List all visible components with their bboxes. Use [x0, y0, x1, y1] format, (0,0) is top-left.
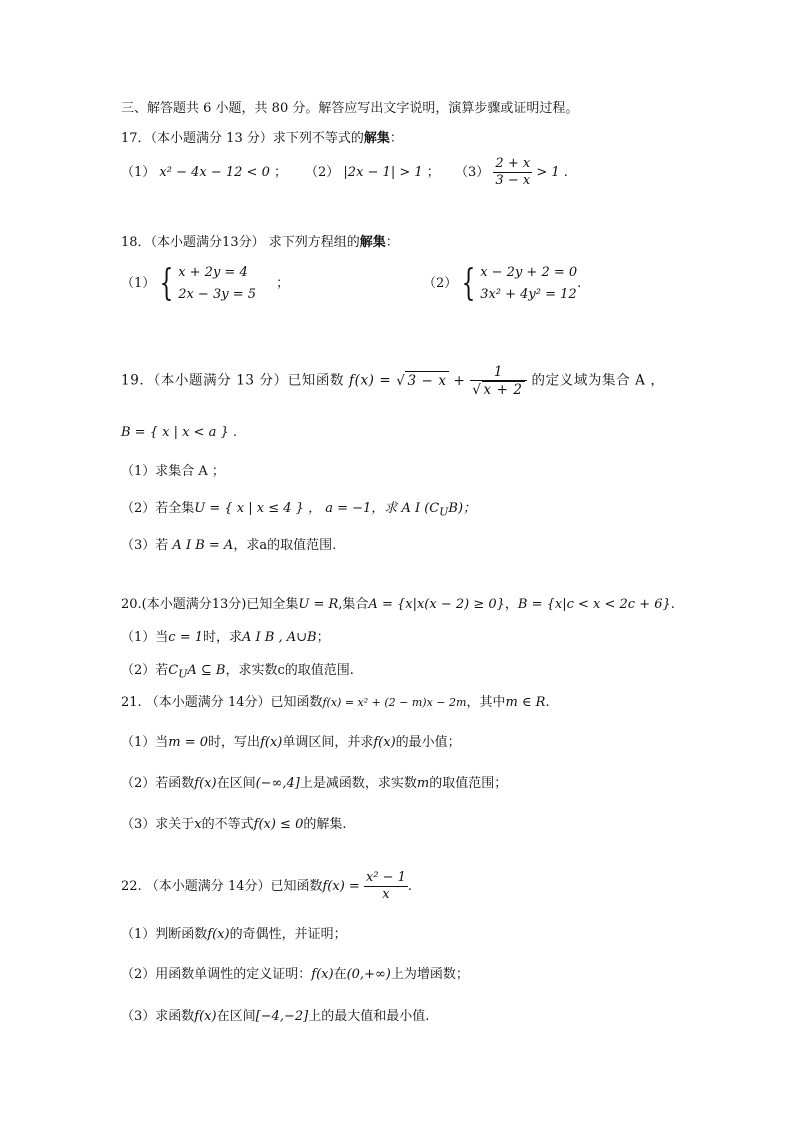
q17-title-bold: 解集	[363, 131, 390, 146]
q20-part2	[121, 662, 354, 684]
q19-p2-u: U = { x | x ≤ 4 } ，	[194, 501, 322, 516]
q18-p1-system	[178, 262, 256, 306]
q17-part1	[121, 164, 287, 182]
q19-p2-expr-tail: B)；	[448, 501, 477, 516]
q20-u-expr: U = R	[298, 597, 339, 612]
q20-p2-tail: ，求实数c的取值范围.	[225, 663, 354, 678]
q19-title-prefix: 19．（本小题满分 13 分）已知函数	[121, 372, 345, 389]
q18-title-prefix: 18．（本小题满分13分） 求下列方程组的	[121, 235, 360, 250]
q17-p2-end: ；	[426, 165, 440, 180]
q22-p3-int: [−4,−2]	[255, 1009, 309, 1024]
q17-p3-num: 2 + x	[495, 156, 531, 171]
q20-b-expr: B = {x|c < x < 2c + 6}	[517, 597, 671, 612]
q21-end: .	[545, 695, 550, 710]
q19-p2-expr-main: A I (C	[401, 501, 440, 516]
q19-p2-prefix: （2）若全集	[121, 501, 195, 516]
q21-part2	[121, 775, 507, 793]
q17-p1-expr: x² − 4x − 12 < 0	[159, 165, 270, 180]
q21-func: f(x) = x² + (2 − m)x − 2m	[322, 696, 467, 709]
q21-p2-prefix: （2）若函数	[121, 776, 195, 791]
q21-p2-m: m	[416, 776, 430, 791]
q20-p2-rest: A ⊆ B	[187, 663, 226, 678]
q22-title-prefix: 22. （本小题满分 14分）已知函数	[121, 879, 323, 894]
q19-frac-den-body: x + 2	[483, 382, 523, 398]
q20-p1-mid: 时，求	[203, 630, 243, 645]
q19-func-sqrt-body: 3 − x	[407, 372, 447, 389]
q21-p1-f: f(x)	[260, 735, 283, 750]
q18-p1-end: ；	[276, 276, 290, 291]
q17-p2-expr: |2x − 1| > 1	[343, 165, 423, 180]
q22-p2-f: f(x)	[311, 967, 334, 982]
q19-p2-expr-sub: U	[439, 505, 449, 519]
q21-p3-x: x	[194, 817, 202, 832]
q19-set-b: B = { x | x < a } .	[121, 425, 237, 440]
q22-p3-f: f(x)	[194, 1009, 217, 1024]
q17-p3-den: 3 − x	[495, 173, 531, 188]
q21-cond: m ∈ R	[505, 695, 546, 710]
q17-p2-label: （2）	[305, 165, 340, 180]
q19-func-lhs: f(x) =	[349, 372, 392, 389]
q18-p2-end: .	[577, 276, 582, 291]
q17-p3-label: （3）	[455, 165, 490, 180]
q22-p2-mid: 在	[333, 967, 347, 982]
q22-fraction	[364, 870, 408, 903]
q18-title-suffix: ：	[385, 235, 399, 250]
q19-title-suffix: 的定义域为集合 A ，	[531, 372, 665, 389]
q17-part2	[305, 164, 440, 182]
q18-title-bold: 解集	[359, 235, 386, 250]
q22-p2-tail: 上为增函数；	[390, 967, 469, 982]
q22-p3-mid: 在区间	[216, 1009, 256, 1024]
q20-comma: ，	[504, 597, 518, 612]
q17-title-prefix: 17．（本小题满分 13 分）求下列不等式的	[121, 131, 364, 146]
q20-p1-end: ；	[316, 630, 330, 645]
q18-p2-row2: 3x² + 4y² = 12	[480, 287, 577, 302]
section-header: 三、解答题共 6 小题，共 80 分。解答应写出文字说明，演算步骤或证明过程。	[121, 101, 579, 116]
q21-p3-mid: 的不等式	[201, 817, 254, 832]
q21-p3-tail: 的解集.	[303, 817, 347, 832]
q17-p3-fraction	[493, 156, 532, 189]
q22-p1-f: f(x)	[207, 927, 230, 942]
q21-p1-cond: m = 0	[168, 735, 209, 750]
q20-p1-cond: c = 1	[168, 630, 203, 645]
q18-title	[121, 234, 399, 252]
q21-p1-mid2: 单调区间，并求	[282, 735, 374, 750]
q22-part1	[121, 926, 347, 944]
q19-p3-expr: A I B = A	[172, 538, 234, 553]
q19-part1: （1）求集合 A ；	[121, 464, 225, 479]
q22-title	[121, 870, 412, 903]
q19-p2-a: a = −1，求	[325, 501, 398, 516]
q22-p1-tail: 的奇偶性，并证明；	[229, 927, 347, 942]
q22-p2-int: (0,+∞)	[346, 967, 391, 982]
q17-p3-tail: > 1 .	[536, 165, 568, 180]
q22-frac-num: x² − 1	[365, 870, 406, 885]
q20-title	[121, 596, 675, 614]
q20-title-prefix: 20.(本小题满分13分)已知全集	[121, 597, 299, 612]
q22-part2	[121, 966, 469, 984]
q17-p1-label: （1）	[121, 165, 156, 180]
q19-p3-prefix: （3）若	[121, 538, 169, 553]
q20-p2-prefix: （2）若	[121, 663, 169, 678]
q19-func-sqrt: √ 3 − x +	[396, 372, 466, 389]
q21-p2-mid: 在区间	[216, 776, 256, 791]
q21-title-suffix: ，其中	[466, 695, 506, 710]
q21-p1-mid: 时，写出	[208, 735, 261, 750]
q18-p1-brace: {	[159, 263, 174, 304]
q22-p3-prefix: （3）求函数	[121, 1009, 195, 1024]
q18-p2-label: （2）	[423, 276, 458, 291]
q22-frac-den: x	[382, 887, 390, 902]
q18-part1	[121, 262, 289, 306]
q19-p2-expr	[401, 501, 477, 519]
q17-title-suffix: ：	[389, 131, 403, 146]
q18-p1-row2: 2x − 3y = 5	[178, 287, 256, 302]
q22-p3-tail: 上的最大值和最小值.	[308, 1009, 430, 1024]
q21-p3-prefix: （3）求关于	[121, 817, 195, 832]
q21-title-prefix: 21. （本小题满分 14分）已知函数	[121, 695, 323, 710]
q18-part2	[423, 262, 581, 306]
q22-p1-prefix: （1）判断函数	[121, 927, 208, 942]
q19-part2	[121, 500, 476, 522]
q22-p2-prefix: （2）用函数单调性的定义证明：	[121, 967, 312, 982]
q19-p3-tail: ，求a的取值范围.	[233, 538, 337, 553]
q21-p1-tail: 的最小值；	[395, 735, 461, 750]
q17-part3	[455, 156, 568, 189]
q19-frac-num: 1	[470, 364, 526, 381]
q17-title	[121, 130, 403, 148]
q21-part1	[121, 734, 461, 752]
q19-frac-den: √ x + 2	[472, 382, 523, 398]
q19-title	[121, 364, 664, 398]
q18-p2-system	[480, 262, 577, 306]
q20-mid: ,集合	[338, 597, 369, 612]
q20-p1-expr: A I B , A∪B	[242, 630, 317, 645]
q21-p1-f2: f(x)	[373, 735, 396, 750]
q18-p2-brace: {	[461, 263, 476, 304]
q21-p2-tail2: 的取值范围；	[429, 776, 508, 791]
q21-part3	[121, 816, 347, 834]
q21-p2-tail: 上是减函数，求实数	[299, 776, 417, 791]
q20-p1-prefix: （1）当	[121, 630, 169, 645]
q22-part3	[121, 1008, 429, 1026]
q21-p1-prefix: （1）当	[121, 735, 169, 750]
q19-fraction	[470, 364, 526, 398]
q18-p1-label: （1）	[121, 276, 156, 291]
q20-part1	[121, 629, 330, 647]
q22-func-lhs: f(x) =	[322, 879, 360, 894]
q21-p2-int: (−∞,4]	[255, 776, 300, 791]
q18-p2-row1: x − 2y + 2 = 0	[480, 265, 578, 280]
q20-a-expr: A = {x|x(x − 2) ≥ 0}	[368, 597, 505, 612]
q18-p1-row1: x + 2y = 4	[178, 265, 248, 280]
q20-p2-expr: C	[168, 663, 179, 678]
q21-title	[121, 694, 550, 712]
q19-part3	[121, 537, 336, 555]
q20-end: .	[670, 597, 675, 612]
q21-p3-expr: f(x) ≤ 0	[253, 817, 304, 832]
q21-p2-f: f(x)	[194, 776, 217, 791]
q17-p1-end: ；	[274, 165, 288, 180]
q20-p2-sub: U	[178, 667, 188, 681]
q22-end: .	[407, 879, 413, 894]
